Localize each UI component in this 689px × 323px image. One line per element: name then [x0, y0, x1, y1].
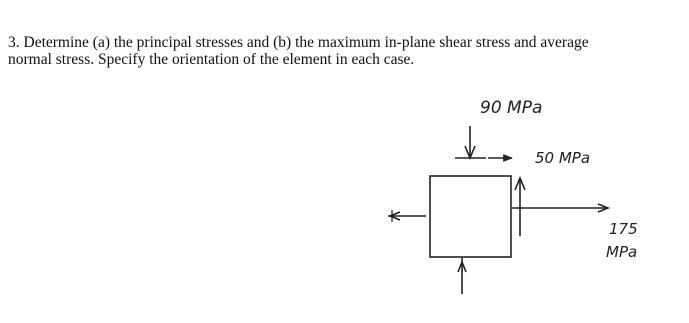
right-normal-stress-arrow — [512, 204, 608, 212]
label-175-value: 175 — [609, 220, 638, 238]
label-175-unit: MPa — [606, 243, 638, 261]
bottom-normal-stress-arrow — [458, 258, 466, 294]
label-50-mpa: 50 MPa — [535, 149, 591, 167]
stress-element-square — [430, 176, 511, 257]
problem-line-2: normal stress. Specify the orientation of the element in each case. — [8, 51, 415, 68]
problem-line-1: 3. Determine (a) the principal stresses and (b) the maximum in-plane shear stress and average — [8, 34, 589, 51]
right-shear-arrow — [515, 178, 525, 236]
label-90-mpa: 90 MPa — [480, 98, 543, 118]
left-normal-stress-arrow — [388, 210, 426, 222]
top-normal-stress-arrow — [455, 126, 486, 158]
